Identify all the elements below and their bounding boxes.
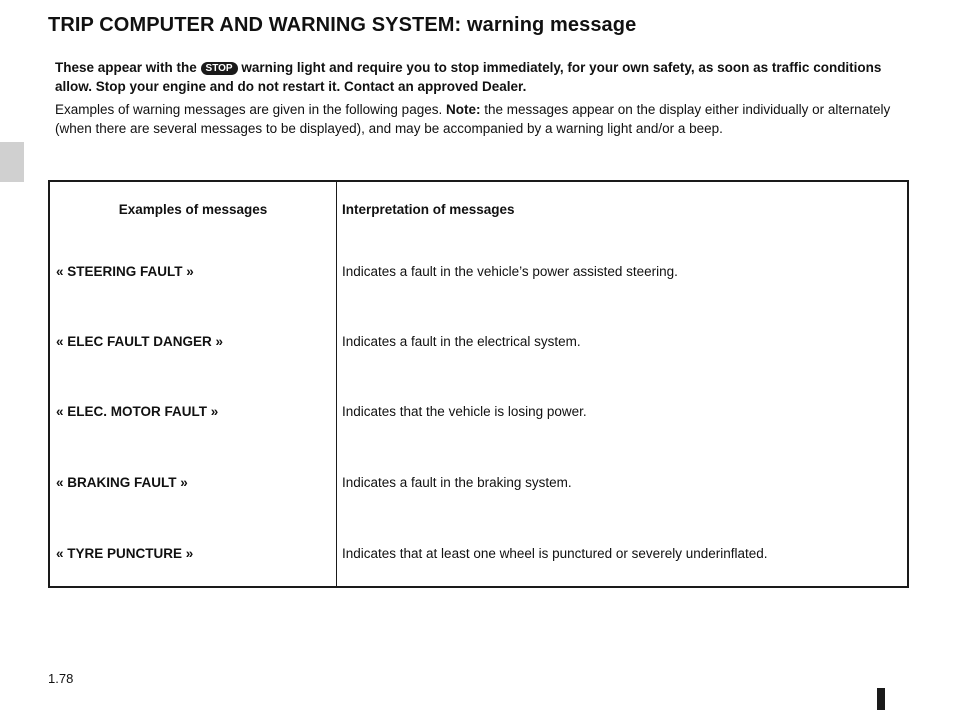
examples-paragraph bbox=[55, 100, 915, 138]
column-divider bbox=[336, 182, 337, 586]
message-tyre-puncture: « TYRE PUNCTURE » bbox=[56, 546, 194, 561]
corner-mark bbox=[877, 688, 885, 710]
section-tab bbox=[0, 142, 24, 182]
message-steering-fault: « STEERING FAULT » bbox=[56, 264, 194, 279]
message-braking-fault: « BRAKING FAULT » bbox=[56, 475, 188, 490]
header-messages: Examples of messages bbox=[118, 202, 268, 217]
note-text: the messages appear on the display either individually or alternately (when there are several messages to be displayed), and may be accompanied by a warning light and/or a beep. bbox=[55, 102, 891, 136]
header-interpretation: Interpretation of messages bbox=[342, 202, 515, 217]
page-title: TRIP COMPUTER AND WARNING SYSTEM: warning message bbox=[48, 14, 637, 36]
warning-messages-table bbox=[48, 180, 909, 588]
intro-text-before: These appear with the bbox=[55, 60, 201, 75]
message-elec-motor-fault: « ELEC. MOTOR FAULT » bbox=[56, 404, 219, 419]
interpretation-elec-motor-fault: Indicates that the vehicle is losing power. bbox=[342, 404, 587, 419]
message-elec-fault-danger: « ELEC FAULT DANGER » bbox=[56, 334, 224, 349]
note-label: Note: bbox=[445, 102, 481, 117]
interpretation-tyre-puncture: Indicates that at least one wheel is punctured or severely underinflated. bbox=[342, 546, 768, 561]
interpretation-braking-fault: Indicates a fault in the braking system. bbox=[342, 475, 572, 490]
page-number: 1.78 bbox=[48, 671, 74, 686]
intro-paragraph bbox=[55, 58, 915, 96]
examples-text: Examples of warning messages are given in the following pages. bbox=[55, 102, 446, 117]
intro-text-after: warning light and require you to stop immediately, for your own safety, as soon as traffic conditions allow. Stop your engine and do not restart it. Contact an approved Dealer. bbox=[55, 60, 882, 94]
interpretation-elec-fault-danger: Indicates a fault in the electrical system. bbox=[342, 334, 581, 349]
stop-warning-icon: STOP bbox=[201, 62, 238, 75]
interpretation-steering-fault: Indicates a fault in the vehicle’s power assisted steering. bbox=[342, 264, 678, 279]
